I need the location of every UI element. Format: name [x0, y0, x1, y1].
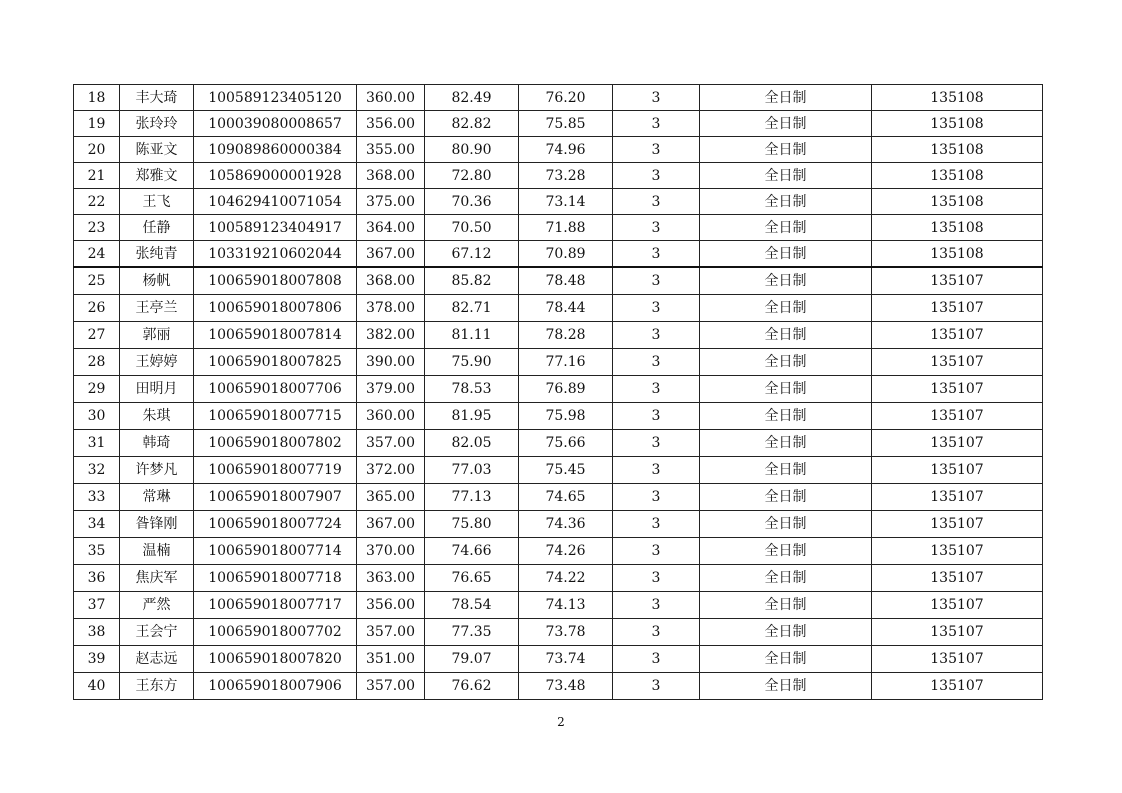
years-cell: 3: [613, 322, 700, 349]
row-number-cell: 25: [74, 267, 120, 295]
retest-score-cell: 77.35: [425, 619, 519, 646]
major-code-cell: 135107: [872, 349, 1043, 376]
major-code-cell: 135107: [872, 538, 1043, 565]
major-code-cell: 135108: [872, 189, 1043, 215]
total-score-cell: 75.66: [519, 430, 613, 457]
initial-score-cell: 375.00: [357, 189, 425, 215]
retest-score-cell: 82.49: [425, 85, 519, 111]
row-number-cell: 30: [74, 403, 120, 430]
table-row: [74, 85, 1043, 111]
study-mode-cell: 全日制: [700, 215, 872, 241]
candidate-id-cell: 103319210602044: [194, 241, 357, 268]
total-score-cell: 71.88: [519, 215, 613, 241]
table-row: [74, 484, 1043, 511]
table-row: [74, 403, 1043, 430]
candidate-id-cell: 104629410071054: [194, 189, 357, 215]
table-row: [74, 511, 1043, 538]
table-row: [74, 267, 1043, 295]
retest-score-cell: 76.62: [425, 673, 519, 700]
retest-score-cell: 75.90: [425, 349, 519, 376]
row-number-cell: 27: [74, 322, 120, 349]
initial-score-cell: 379.00: [357, 376, 425, 403]
initial-score-cell: 357.00: [357, 673, 425, 700]
row-number-cell: 24: [74, 241, 120, 268]
study-mode-cell: 全日制: [700, 241, 872, 268]
total-score-cell: 75.98: [519, 403, 613, 430]
study-mode-cell: 全日制: [700, 511, 872, 538]
study-mode-cell: 全日制: [700, 163, 872, 189]
candidate-id-cell: 105869000001928: [194, 163, 357, 189]
candidate-id-cell: 100659018007715: [194, 403, 357, 430]
initial-score-cell: 360.00: [357, 85, 425, 111]
major-code-cell: 135107: [872, 322, 1043, 349]
study-mode-cell: 全日制: [700, 403, 872, 430]
total-score-cell: 75.45: [519, 457, 613, 484]
major-code-cell: 135107: [872, 295, 1043, 322]
name-cell: 朱琪: [120, 403, 194, 430]
row-number-cell: 39: [74, 646, 120, 673]
page-number: 2: [557, 715, 565, 729]
major-code-cell: 135108: [872, 85, 1043, 111]
name-cell: 王会宁: [120, 619, 194, 646]
candidate-id-cell: 100659018007717: [194, 592, 357, 619]
years-cell: 3: [613, 241, 700, 268]
study-mode-cell: 全日制: [700, 457, 872, 484]
major-code-cell: 135107: [872, 430, 1043, 457]
name-cell: 陈亚文: [120, 137, 194, 163]
row-number-cell: 23: [74, 215, 120, 241]
name-cell: 郑雅文: [120, 163, 194, 189]
candidate-id-cell: 109089860000384: [194, 137, 357, 163]
name-cell: 温楠: [120, 538, 194, 565]
row-number-cell: 40: [74, 673, 120, 700]
retest-score-cell: 75.80: [425, 511, 519, 538]
years-cell: 3: [613, 592, 700, 619]
row-number-cell: 18: [74, 85, 120, 111]
study-mode-cell: 全日制: [700, 430, 872, 457]
years-cell: 3: [613, 376, 700, 403]
initial-score-cell: 356.00: [357, 592, 425, 619]
name-cell: 田明月: [120, 376, 194, 403]
table-row: [74, 111, 1043, 137]
major-code-cell: 135107: [872, 403, 1043, 430]
total-score-cell: 74.96: [519, 137, 613, 163]
total-score-cell: 74.36: [519, 511, 613, 538]
years-cell: 3: [613, 163, 700, 189]
candidate-id-cell: 100659018007808: [194, 267, 357, 295]
total-score-cell: 78.48: [519, 267, 613, 295]
retest-score-cell: 67.12: [425, 241, 519, 268]
years-cell: 3: [613, 137, 700, 163]
years-cell: 3: [613, 538, 700, 565]
table-row: [74, 376, 1043, 403]
major-code-cell: 135108: [872, 137, 1043, 163]
years-cell: 3: [613, 430, 700, 457]
initial-score-cell: 363.00: [357, 565, 425, 592]
retest-score-cell: 76.65: [425, 565, 519, 592]
study-mode-cell: 全日制: [700, 189, 872, 215]
study-mode-cell: 全日制: [700, 322, 872, 349]
row-number-cell: 26: [74, 295, 120, 322]
initial-score-cell: 368.00: [357, 163, 425, 189]
name-cell: 韩琦: [120, 430, 194, 457]
candidate-id-cell: 100659018007814: [194, 322, 357, 349]
name-cell: 任静: [120, 215, 194, 241]
table-row: [74, 619, 1043, 646]
name-cell: 严然: [120, 592, 194, 619]
name-cell: 焦庆军: [120, 565, 194, 592]
major-code-cell: 135107: [872, 511, 1043, 538]
years-cell: 3: [613, 646, 700, 673]
initial-score-cell: 357.00: [357, 619, 425, 646]
name-cell: 常琳: [120, 484, 194, 511]
table-row: [74, 163, 1043, 189]
major-code-cell: 135108: [872, 241, 1043, 268]
years-cell: 3: [613, 189, 700, 215]
total-score-cell: 74.26: [519, 538, 613, 565]
retest-score-cell: 82.05: [425, 430, 519, 457]
table-row: [74, 295, 1043, 322]
retest-score-cell: 81.95: [425, 403, 519, 430]
initial-score-cell: 378.00: [357, 295, 425, 322]
retest-score-cell: 70.50: [425, 215, 519, 241]
retest-score-cell: 80.90: [425, 137, 519, 163]
initial-score-cell: 355.00: [357, 137, 425, 163]
total-score-cell: 73.28: [519, 163, 613, 189]
study-mode-cell: 全日制: [700, 646, 872, 673]
initial-score-cell: 390.00: [357, 349, 425, 376]
name-cell: 王东方: [120, 673, 194, 700]
study-mode-cell: 全日制: [700, 538, 872, 565]
major-code-cell: 135107: [872, 267, 1043, 295]
years-cell: 3: [613, 349, 700, 376]
candidate-id-cell: 100659018007802: [194, 430, 357, 457]
row-number-cell: 22: [74, 189, 120, 215]
total-score-cell: 74.22: [519, 565, 613, 592]
table-body: [74, 85, 1043, 700]
table-row: [74, 673, 1043, 700]
total-score-cell: 73.78: [519, 619, 613, 646]
years-cell: 3: [613, 85, 700, 111]
initial-score-cell: 368.00: [357, 267, 425, 295]
years-cell: 3: [613, 565, 700, 592]
name-cell: 王飞: [120, 189, 194, 215]
candidate-id-cell: 100659018007825: [194, 349, 357, 376]
major-code-cell: 135107: [872, 457, 1043, 484]
major-code-cell: 135107: [872, 646, 1043, 673]
total-score-cell: 76.89: [519, 376, 613, 403]
retest-score-cell: 82.71: [425, 295, 519, 322]
table-row: [74, 189, 1043, 215]
major-code-cell: 135107: [872, 673, 1043, 700]
years-cell: 3: [613, 619, 700, 646]
major-code-cell: 135107: [872, 619, 1043, 646]
row-number-cell: 28: [74, 349, 120, 376]
retest-score-cell: 78.54: [425, 592, 519, 619]
retest-score-cell: 77.03: [425, 457, 519, 484]
table-row: [74, 430, 1043, 457]
initial-score-cell: 367.00: [357, 511, 425, 538]
row-number-cell: 35: [74, 538, 120, 565]
candidate-id-cell: 100659018007820: [194, 646, 357, 673]
total-score-cell: 77.16: [519, 349, 613, 376]
table-row: [74, 322, 1043, 349]
name-cell: 张纯青: [120, 241, 194, 268]
initial-score-cell: 367.00: [357, 241, 425, 268]
candidate-id-cell: 100659018007719: [194, 457, 357, 484]
total-score-cell: 73.74: [519, 646, 613, 673]
name-cell: 王亭兰: [120, 295, 194, 322]
study-mode-cell: 全日制: [700, 137, 872, 163]
row-number-cell: 19: [74, 111, 120, 137]
row-number-cell: 21: [74, 163, 120, 189]
years-cell: 3: [613, 484, 700, 511]
retest-score-cell: 77.13: [425, 484, 519, 511]
years-cell: 3: [613, 267, 700, 295]
name-cell: 赵志远: [120, 646, 194, 673]
study-mode-cell: 全日制: [700, 484, 872, 511]
total-score-cell: 75.85: [519, 111, 613, 137]
total-score-cell: 78.44: [519, 295, 613, 322]
retest-score-cell: 72.80: [425, 163, 519, 189]
candidate-id-cell: 100039080008657: [194, 111, 357, 137]
total-score-cell: 74.65: [519, 484, 613, 511]
candidate-id-cell: 100659018007907: [194, 484, 357, 511]
table-row: [74, 137, 1043, 163]
name-cell: 张玲玲: [120, 111, 194, 137]
candidate-id-cell: 100589123404917: [194, 215, 357, 241]
row-number-cell: 37: [74, 592, 120, 619]
table-row: [74, 565, 1043, 592]
years-cell: 3: [613, 111, 700, 137]
major-code-cell: 135107: [872, 376, 1043, 403]
years-cell: 3: [613, 673, 700, 700]
table-row: [74, 457, 1043, 484]
years-cell: 3: [613, 295, 700, 322]
row-number-cell: 20: [74, 137, 120, 163]
admission-table: [73, 84, 1043, 700]
initial-score-cell: 351.00: [357, 646, 425, 673]
retest-score-cell: 70.36: [425, 189, 519, 215]
name-cell: 杨帆: [120, 267, 194, 295]
table-row: [74, 646, 1043, 673]
study-mode-cell: 全日制: [700, 111, 872, 137]
study-mode-cell: 全日制: [700, 376, 872, 403]
candidate-id-cell: 100659018007714: [194, 538, 357, 565]
candidate-id-cell: 100659018007724: [194, 511, 357, 538]
row-number-cell: 32: [74, 457, 120, 484]
study-mode-cell: 全日制: [700, 267, 872, 295]
total-score-cell: 74.13: [519, 592, 613, 619]
retest-score-cell: 78.53: [425, 376, 519, 403]
table-row: [74, 538, 1043, 565]
study-mode-cell: 全日制: [700, 592, 872, 619]
total-score-cell: 73.48: [519, 673, 613, 700]
initial-score-cell: 357.00: [357, 430, 425, 457]
name-cell: 丰大琦: [120, 85, 194, 111]
total-score-cell: 76.20: [519, 85, 613, 111]
retest-score-cell: 74.66: [425, 538, 519, 565]
row-number-cell: 34: [74, 511, 120, 538]
major-code-cell: 135107: [872, 484, 1043, 511]
years-cell: 3: [613, 511, 700, 538]
initial-score-cell: 365.00: [357, 484, 425, 511]
name-cell: 许梦凡: [120, 457, 194, 484]
candidate-id-cell: 100659018007718: [194, 565, 357, 592]
table-row: [74, 592, 1043, 619]
years-cell: 3: [613, 215, 700, 241]
retest-score-cell: 82.82: [425, 111, 519, 137]
candidate-id-cell: 100659018007702: [194, 619, 357, 646]
name-cell: 郭丽: [120, 322, 194, 349]
major-code-cell: 135107: [872, 565, 1043, 592]
initial-score-cell: 382.00: [357, 322, 425, 349]
major-code-cell: 135108: [872, 163, 1043, 189]
candidate-id-cell: 100589123405120: [194, 85, 357, 111]
name-cell: 昝锋刚: [120, 511, 194, 538]
study-mode-cell: 全日制: [700, 349, 872, 376]
candidate-id-cell: 100659018007906: [194, 673, 357, 700]
row-number-cell: 38: [74, 619, 120, 646]
row-number-cell: 31: [74, 430, 120, 457]
study-mode-cell: 全日制: [700, 565, 872, 592]
initial-score-cell: 360.00: [357, 403, 425, 430]
total-score-cell: 70.89: [519, 241, 613, 268]
initial-score-cell: 356.00: [357, 111, 425, 137]
study-mode-cell: 全日制: [700, 673, 872, 700]
years-cell: 3: [613, 403, 700, 430]
initial-score-cell: 364.00: [357, 215, 425, 241]
study-mode-cell: 全日制: [700, 619, 872, 646]
retest-score-cell: 79.07: [425, 646, 519, 673]
retest-score-cell: 85.82: [425, 267, 519, 295]
row-number-cell: 33: [74, 484, 120, 511]
initial-score-cell: 370.00: [357, 538, 425, 565]
years-cell: 3: [613, 457, 700, 484]
row-number-cell: 29: [74, 376, 120, 403]
table-row: [74, 215, 1043, 241]
retest-score-cell: 81.11: [425, 322, 519, 349]
total-score-cell: 73.14: [519, 189, 613, 215]
major-code-cell: 135108: [872, 111, 1043, 137]
row-number-cell: 36: [74, 565, 120, 592]
table-row: [74, 349, 1043, 376]
initial-score-cell: 372.00: [357, 457, 425, 484]
name-cell: 王婷婷: [120, 349, 194, 376]
study-mode-cell: 全日制: [700, 295, 872, 322]
table-row: [74, 241, 1043, 268]
major-code-cell: 135108: [872, 215, 1043, 241]
candidate-id-cell: 100659018007706: [194, 376, 357, 403]
total-score-cell: 78.28: [519, 322, 613, 349]
major-code-cell: 135107: [872, 592, 1043, 619]
study-mode-cell: 全日制: [700, 85, 872, 111]
candidate-id-cell: 100659018007806: [194, 295, 357, 322]
